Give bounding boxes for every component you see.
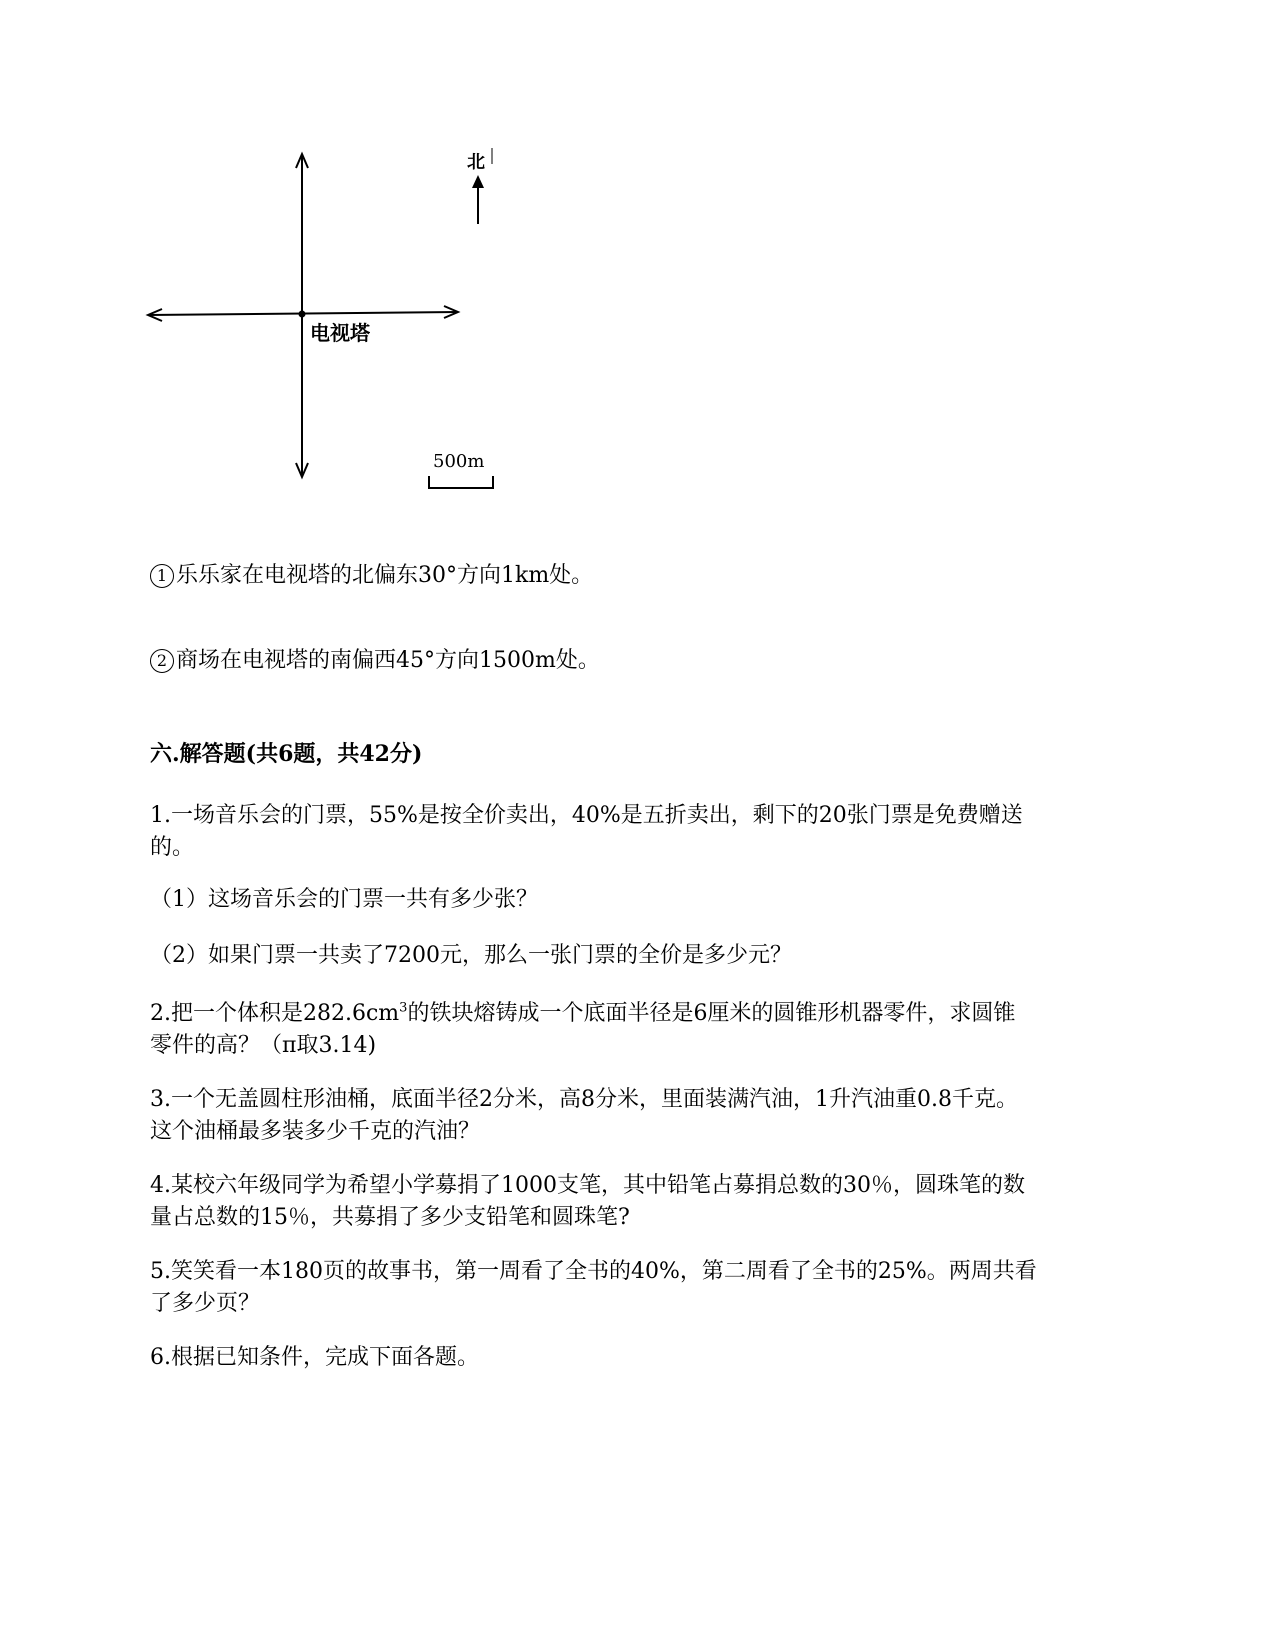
- question-2-line-1: [150, 998, 1130, 1030]
- location-item-2: [150, 645, 1130, 677]
- question-6-line-1: 6.根据已知条件，完成下面各题。: [150, 1345, 479, 1370]
- question-2-text-b: 的铁块熔铸成一个底面半径是6厘米的圆锥形机器零件，求圆锥: [407, 1001, 1016, 1026]
- section-title: 六.解答题(共6题，共42分): [150, 741, 423, 767]
- center-label: 电视塔: [310, 321, 370, 345]
- cubic-exponent: 3: [399, 1000, 408, 1016]
- location-item-1: [150, 560, 1130, 592]
- question-4-line-2: 量占总数的15％，共募捐了多少支铅笔和圆珠笔?: [150, 1205, 630, 1230]
- location-item-1-text: 乐乐家在电视塔的北偏东30°方向1km处。: [176, 563, 594, 588]
- location-item-2-text: 商场在电视塔的南偏西45°方向1500m处。: [176, 648, 600, 673]
- question-3-line-2: 这个油桶最多装多少千克的汽油？: [150, 1119, 481, 1144]
- question-1-sub-1: （1）这场音乐会的门票一共有多少张？: [150, 887, 538, 912]
- scale-label: 500m: [433, 451, 485, 472]
- north-arrow-icon: [472, 175, 484, 188]
- circled-number-1: 1: [150, 564, 174, 588]
- question-1-sub-2: （2）如果门票一共卖了7200元，那么一张门票的全价是多少元？: [150, 943, 792, 968]
- question-1-line-1: 1.一场音乐会的门票，55%是按全价卖出，40%是五折卖出，剩下的20张门票是免费赠送: [150, 803, 1023, 828]
- circled-number-2: 2: [150, 649, 174, 673]
- center-point: [299, 311, 306, 318]
- question-4-line-1: 4.某校六年级同学为希望小学募捐了1000支笔，其中铅笔占募捐总数的30％，圆珠笔的数: [150, 1173, 1025, 1198]
- question-3-line-1: 3.一个无盖圆柱形油桶，底面半径2分米，高8分米，里面装满汽油，1升汽油重0.8千克。: [150, 1087, 1018, 1112]
- question-5-line-1: 5.笑笑看一本180页的故事书，第一周看了全书的40%，第二周看了全书的25%。两周共看: [150, 1259, 1037, 1284]
- north-label: 北: [467, 152, 485, 173]
- question-2-text-a: 2.把一个体积是282.6cm: [150, 1001, 400, 1026]
- question-5-line-2: 了多少页？: [150, 1291, 261, 1316]
- direction-diagram: [140, 140, 540, 530]
- question-1-line-2: 的。: [150, 835, 195, 860]
- question-2-line-2: 零件的高？（π取3.14): [150, 1033, 377, 1058]
- scale-bar: [429, 476, 493, 488]
